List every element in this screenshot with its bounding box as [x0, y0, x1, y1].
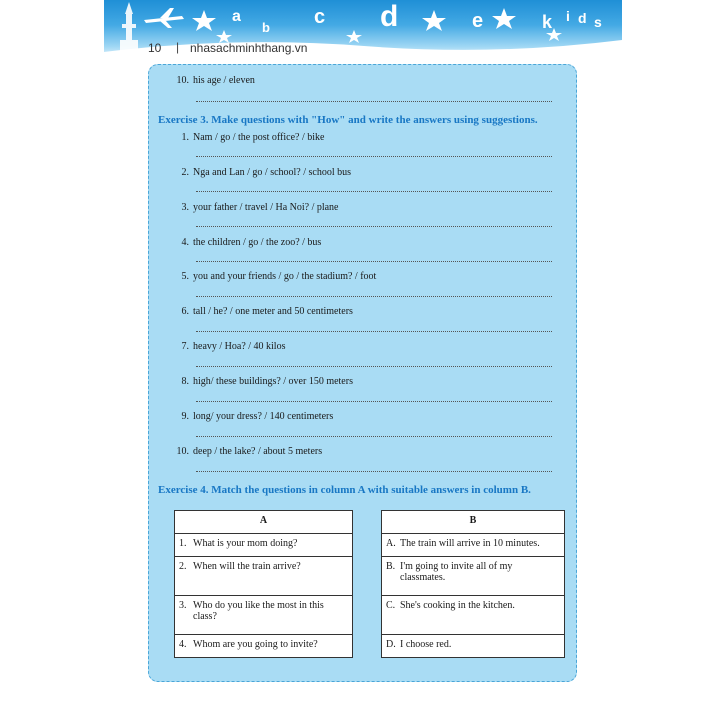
- row-number: 4.: [179, 639, 187, 650]
- row-letter: C.: [386, 600, 396, 611]
- item-number: 10.: [176, 75, 189, 86]
- row-letter: D.: [386, 639, 396, 650]
- banner-letter: s: [594, 14, 602, 30]
- item-number: 7.: [181, 341, 189, 352]
- table-row: [382, 534, 565, 557]
- answer-line[interactable]: [196, 296, 552, 297]
- answer-line[interactable]: [196, 191, 552, 192]
- exercise-4-title: Exercise 4. Match the questions in column A with suitable answers in column B.: [158, 484, 531, 496]
- table-row: [382, 635, 565, 658]
- column-b-table: [381, 510, 565, 658]
- answer-line[interactable]: [196, 101, 552, 102]
- table-row: [175, 534, 353, 557]
- item-text: Nam / go / the post office? / bike: [193, 132, 325, 143]
- answer-line[interactable]: [196, 331, 552, 332]
- column-b-header: B: [382, 511, 565, 534]
- table-row: [382, 596, 565, 635]
- site-name: nhasachminhthang.vn: [190, 41, 308, 55]
- answer-line[interactable]: [196, 226, 552, 227]
- banner-letter: d: [578, 10, 587, 26]
- item-number: 4.: [181, 237, 189, 248]
- banner-letter: i: [566, 8, 570, 24]
- table-row: [175, 596, 353, 635]
- item-number: 5.: [181, 271, 189, 282]
- banner-letter: d: [380, 0, 399, 33]
- table-row: [175, 635, 353, 658]
- answer-text: She's cooking in the kitchen.: [400, 600, 515, 611]
- airplane-icon: [144, 8, 184, 28]
- item-text: you and your friends / go / the stadium? / foot: [193, 271, 377, 282]
- answer-line[interactable]: [196, 401, 552, 402]
- item-number: 2.: [181, 167, 189, 178]
- item-number: 6.: [181, 306, 189, 317]
- item-text: Nga and Lan / go / school? / school bus: [193, 167, 352, 178]
- item-number: 1.: [181, 132, 189, 143]
- row-number: 2.: [179, 561, 187, 572]
- item-text: deep / the lake? / about 5 meters: [193, 446, 323, 457]
- row-letter: B.: [386, 561, 396, 572]
- answer-line[interactable]: [196, 471, 552, 472]
- item-text: heavy / Hoa? / 40 kilos: [193, 341, 286, 352]
- table-row: [175, 557, 353, 596]
- item-text: your father / travel / Ha Noi? / plane: [193, 202, 339, 213]
- banner-wave: [104, 40, 622, 62]
- item-number: 8.: [181, 376, 189, 387]
- item-text: his age / eleven: [193, 75, 255, 86]
- row-number: 3.: [179, 600, 187, 611]
- banner-letter: c: [314, 6, 326, 28]
- answer-line[interactable]: [196, 261, 552, 262]
- header-banner: [104, 0, 622, 62]
- exercise-3-title: Exercise 3. Make questions with "How" and write the answers using suggestions.: [158, 114, 538, 126]
- row-number: 1.: [179, 538, 187, 549]
- answer-line[interactable]: [196, 156, 552, 157]
- item-number: 10.: [176, 446, 189, 457]
- answer-line[interactable]: [196, 366, 552, 367]
- answer-text: I choose red.: [400, 639, 452, 650]
- banner-letter: b: [262, 20, 270, 35]
- question-text: What is your mom doing?: [193, 538, 298, 549]
- question-text: When will the train arrive?: [193, 561, 301, 572]
- tower-icon: [120, 2, 138, 54]
- row-letter: A.: [386, 538, 396, 549]
- column-a-table: [174, 510, 353, 658]
- item-number: 9.: [181, 411, 189, 422]
- item-text: long/ your dress? / 140 centimeters: [193, 411, 334, 422]
- banner-letter: a: [232, 8, 241, 25]
- banner-letter: e: [472, 10, 484, 32]
- item-number: 3.: [181, 202, 189, 213]
- table-row: [382, 557, 565, 596]
- item-text: the children / go / the zoo? / bus: [193, 237, 322, 248]
- page-number: 10: [148, 41, 162, 55]
- item-text: high/ these buildings? / over 150 meters: [193, 376, 353, 387]
- star-icons: [192, 8, 562, 43]
- column-a-header: A: [175, 511, 353, 534]
- answer-text: I'm going to invite all of my classmates.: [400, 561, 513, 583]
- banner-letter: k: [542, 12, 553, 32]
- question-text: Who do you like the most in this class?: [193, 600, 324, 622]
- answer-line[interactable]: [196, 436, 552, 437]
- question-text: Whom are you going to invite?: [193, 639, 318, 650]
- item-text: tall / he? / one meter and 50 centimeters: [193, 306, 353, 317]
- header-separator: |: [176, 40, 180, 54]
- answer-text: The train will arrive in 10 minutes.: [400, 538, 540, 549]
